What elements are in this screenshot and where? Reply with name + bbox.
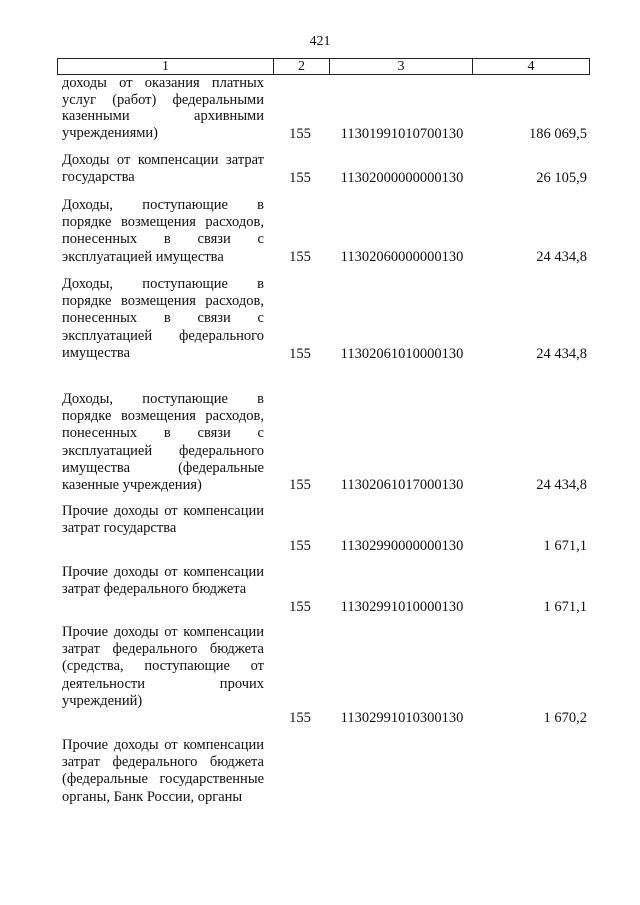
row-kbk-code: 11301991010700130 [340,126,464,142]
row-kbk-code: 11302991010000130 [340,599,464,615]
row-amount: 1 671,1 [543,599,587,615]
row-admin-code: 155 [289,249,311,265]
row-description: Прочие доходы от компенсации затрат федерального бюджета (федеральные государственные органы, Банк России, органы [62,737,264,805]
row-amount: 24 434,8 [536,346,587,362]
row-description: Прочие доходы от компенсации затрат федерального бюджета [62,564,264,598]
row-amount: 1 670,2 [543,710,587,726]
row-admin-code: 155 [289,477,311,493]
row-description: Прочие доходы от компенсации затрат государства [62,503,264,537]
column-header-4: 4 [472,59,589,74]
column-header-1: 1 [162,59,169,74]
row-description: доходы от оказания платных услуг (работ) федеральными казенными архивными учреждениями) [62,75,264,141]
row-amount: 24 434,8 [536,477,587,493]
row-amount: 26 105,9 [536,170,587,186]
row-description: Доходы от компенсации затрат государства [62,152,264,186]
row-admin-code: 155 [289,346,311,362]
row-kbk-code: 11302991010300130 [340,710,464,726]
row-amount: 186 069,5 [529,126,587,142]
column-header-2: 2 [273,59,329,74]
row-description: Доходы, поступающие в порядке возмещения расходов, понесенных в связи с эксплуатацией федерального имущества [62,276,264,361]
row-amount: 24 434,8 [536,249,587,265]
row-kbk-code: 11302061010000130 [340,346,464,362]
column-header-3: 3 [329,59,472,74]
row-description: Доходы, поступающие в порядке возмещения расходов, понесенных в связи с эксплуатацией федерального имущества (федеральные казенные учреждения) [62,391,264,494]
row-kbk-code: 11302061017000130 [340,477,464,493]
row-description: Доходы, поступающие в порядке возмещения расходов, понесенных в связи с эксплуатацией имущества [62,197,264,265]
row-amount: 1 671,1 [543,538,587,554]
row-admin-code: 155 [289,710,311,726]
row-kbk-code: 11302060000000130 [340,249,464,265]
revenue-table [57,58,590,805]
row-description: Прочие доходы от компенсации затрат федерального бюджета (средства, поступающие от деятельности прочих учреждений) [62,624,264,709]
row-admin-code: 155 [289,126,311,142]
row-kbk-code: 11302000000000130 [340,170,464,186]
row-admin-code: 155 [289,599,311,615]
page-number: 421 [309,34,331,49]
row-kbk-code: 11302990000000130 [340,538,464,554]
table-header-row [57,58,590,75]
row-admin-code: 155 [289,170,311,186]
row-admin-code: 155 [289,538,311,554]
